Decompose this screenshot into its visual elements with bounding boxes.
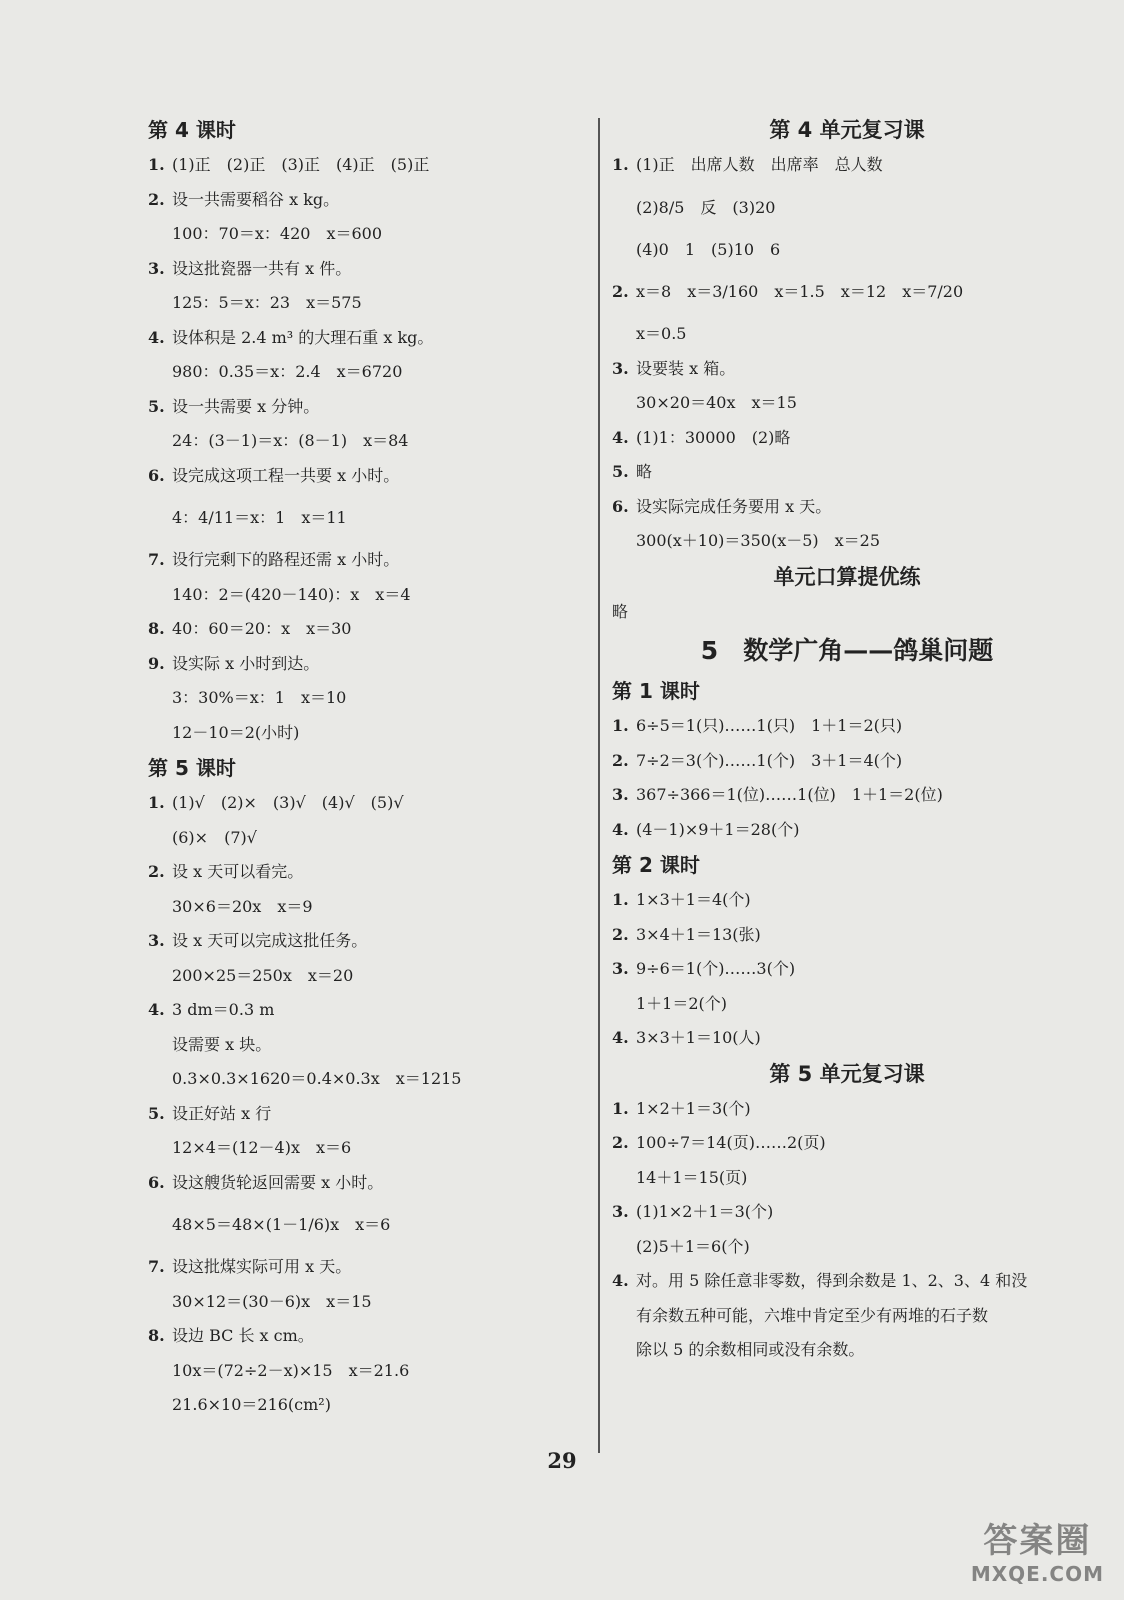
answer-line <box>612 421 1082 456</box>
answer-line <box>148 1388 578 1423</box>
question-number: 2. <box>612 282 629 301</box>
unit-5-lesson-1-title: 第 1 课时 <box>612 679 700 703</box>
answer-text: 24：(3－1)＝x：(8－1) x＝84 <box>172 431 409 450</box>
answer-text: 6÷5＝1(只)……1(只) 1＋1＝2(只) <box>636 716 903 735</box>
answer-line <box>148 612 578 647</box>
answer-text: 12×4＝(12－4)x x＝6 <box>172 1138 352 1157</box>
answer-line <box>612 918 1082 953</box>
answer-line <box>612 1126 1082 1161</box>
answer-line <box>148 786 578 821</box>
answer-text: 3×4＋1＝13(张) <box>636 924 761 944</box>
answer-line <box>148 1200 578 1250</box>
answer-text: 30×12＝(30－6)x x＝15 <box>172 1291 372 1311</box>
answer-text: 0.3×0.3×1620＝0.4×0.3x x＝1215 <box>172 1069 462 1088</box>
answer-text: 30×20＝40x x＝15 <box>636 393 797 412</box>
question-number: 7. <box>148 1257 165 1276</box>
answer-line <box>612 524 1082 559</box>
watermark-cn: 答案圈 <box>983 1521 1092 1561</box>
answer-text: 设这批瓷器一共有 x 件。 <box>172 258 352 278</box>
question-number: 4. <box>612 427 629 447</box>
answer-line <box>148 390 578 425</box>
answer-line <box>612 267 1082 317</box>
question-number: 1. <box>612 1098 629 1118</box>
answer-text: 有余数五种可能，六堆中肯定至少有两堆的石子数 <box>636 1305 989 1325</box>
answer-text: 30×6＝20x x＝9 <box>172 896 313 916</box>
lesson-5-answers <box>148 786 578 1423</box>
answer-line <box>612 987 1082 1022</box>
question-number: 2. <box>148 189 165 209</box>
answer-text: 设实际 x 小时到达。 <box>172 653 320 673</box>
question-number: 4. <box>612 1271 629 1290</box>
watermark-en: MXQE.COM <box>970 1562 1104 1586</box>
answer-text: 1＋1＝2(个) <box>636 993 728 1013</box>
question-number: 6. <box>148 465 165 485</box>
answer-line <box>612 386 1082 421</box>
question-number: 5. <box>612 462 629 481</box>
answer-line <box>612 490 1082 525</box>
question-number: 6. <box>148 1172 165 1192</box>
answer-line <box>148 716 578 751</box>
answer-text: (2)8/5 反 (3)20 <box>636 197 776 217</box>
question-number: 3. <box>612 959 629 978</box>
answer-text: 100：70＝x：420 x＝600 <box>172 224 383 243</box>
question-number: 2. <box>612 750 629 770</box>
question-number: 1. <box>612 716 629 735</box>
answer-line <box>148 821 578 856</box>
answer-line <box>612 744 1082 779</box>
answer-text: 1×3＋1＝4(个) <box>636 890 751 909</box>
answer-line <box>148 1285 578 1320</box>
answer-text: 125：5＝x：23 x＝575 <box>172 293 362 312</box>
answer-line <box>148 1319 578 1354</box>
answer-text: 设一共需要 x 分钟。 <box>172 396 320 416</box>
question-number: 3. <box>612 358 629 378</box>
answer-line <box>148 959 578 994</box>
page-number: 29 <box>547 1448 577 1473</box>
answer-line <box>148 681 578 716</box>
answer-line <box>612 883 1082 918</box>
answer-text: (2)5＋1＝6(个) <box>636 1236 750 1256</box>
question-number: 3. <box>148 258 165 278</box>
answer-line <box>612 1092 1082 1127</box>
answer-line <box>612 1021 1082 1056</box>
answer-text: 14＋1＝15(页) <box>636 1167 748 1187</box>
answer-line <box>612 1230 1082 1265</box>
answer-text: 3：30%＝x：1 x＝10 <box>172 688 347 707</box>
question-number: 5. <box>148 396 165 416</box>
question-number: 8. <box>148 1326 165 1345</box>
answer-text: 100÷7＝14(页)……2(页) <box>636 1133 826 1152</box>
answer-text: 4：4/11＝x：1 x＝11 <box>172 508 347 527</box>
answer-text: 40：60＝20：x x＝30 <box>172 619 352 638</box>
answer-line <box>612 455 1082 490</box>
question-number: 2. <box>148 862 165 881</box>
unit-5-lesson-2-answers <box>612 883 1082 1056</box>
right-column <box>612 112 1082 1368</box>
answer-line <box>612 778 1082 813</box>
answer-line <box>612 148 1082 183</box>
answer-text: 设行完剩下的路程还需 x 小时。 <box>172 550 400 569</box>
unit-5-review-title: 第 5 单元复习课 <box>769 1061 925 1086</box>
answer-text: (4－1)×9＋1＝28(个) <box>636 819 800 839</box>
answer-line <box>148 321 578 356</box>
answer-text: 300(x＋10)＝350(x－5) x＝25 <box>636 531 881 550</box>
answer-line <box>612 1264 1082 1299</box>
answer-text: 9÷6＝1(个)……3(个) <box>636 959 796 978</box>
answer-text: 12－10＝2(小时) <box>172 722 300 742</box>
answer-text: (1)正 出席人数 出席率 总人数 <box>636 155 883 174</box>
answer-text: 设这批煤实际可用 x 天。 <box>172 1257 352 1276</box>
answer-text: (1)正 (2)正 (3)正 (4)正 (5)正 <box>172 155 430 174</box>
question-number: 1. <box>148 793 165 812</box>
answer-text: (1)√ (2)× (3)√ (4)√ (5)√ <box>172 793 404 812</box>
answer-line <box>612 1161 1082 1196</box>
question-number: 9. <box>148 653 165 673</box>
answer-text: (1)1×2＋1＝3(个) <box>636 1202 774 1221</box>
answer-line <box>148 459 578 494</box>
answer-text: 设正好站 x 行 <box>172 1103 272 1123</box>
question-number: 5. <box>148 1103 165 1123</box>
question-number: 1. <box>612 155 629 174</box>
question-number: 8. <box>148 619 165 638</box>
unit-5-review-answers <box>612 1092 1082 1368</box>
answer-line <box>148 1250 578 1285</box>
answer-line <box>612 317 1082 352</box>
answer-text: 设要装 x 箱。 <box>636 358 736 378</box>
answer-text: 设需要 x 块。 <box>172 1034 272 1054</box>
unit-5-lesson-2-title: 第 2 课时 <box>612 853 700 877</box>
watermark-logo <box>971 1513 1104 1586</box>
unit-4-review-answers <box>612 148 1082 559</box>
answer-text: 48×5＝48×(1－1/6)x x＝6 <box>172 1215 391 1234</box>
unit-5-title: 5 数学广角——鸽巢问题 <box>700 636 994 665</box>
answer-line <box>148 1028 578 1063</box>
answer-text: 367÷366＝1(位)……1(位) 1＋1＝2(位) <box>636 785 943 804</box>
answer-text: (4)0 1 (5)10 6 <box>636 239 781 259</box>
answer-text: 设完成这项工程一共要 x 小时。 <box>172 465 400 485</box>
lesson-5-title: 第 5 课时 <box>148 756 236 780</box>
question-number: 7. <box>148 550 165 569</box>
question-number: 2. <box>612 1133 629 1152</box>
answer-line <box>612 952 1082 987</box>
answer-line <box>148 493 578 543</box>
question-number: 1. <box>148 155 165 174</box>
answer-line <box>148 183 578 218</box>
question-number: 3. <box>612 785 629 804</box>
answer-line <box>148 924 578 959</box>
answer-text: 3×3＋1＝10(人) <box>636 1028 761 1047</box>
answer-text: 设 x 天可以完成这批任务。 <box>172 931 368 950</box>
answer-line <box>148 1097 578 1132</box>
question-number: 6. <box>612 496 629 516</box>
column-divider <box>598 118 600 1453</box>
oral-practice-title: 单元口算提优练 <box>773 564 921 589</box>
answer-text: x＝0.5 <box>636 324 687 343</box>
answer-line <box>612 352 1082 387</box>
question-number: 4. <box>612 819 629 839</box>
answer-text: 对。用 5 除任意非零数，得到余数是 1、2、3、4 和没 <box>636 1271 1028 1290</box>
answer-text: 21.6×10＝216(cm²) <box>172 1395 331 1414</box>
answer-text: 980：0.35＝x：2.4 x＝6720 <box>172 362 403 381</box>
answer-text: 140：2＝(420－140)：x x＝4 <box>172 584 411 604</box>
question-number: 4. <box>612 1028 629 1047</box>
answer-text: 1×2＋1＝3(个) <box>636 1098 751 1118</box>
answer-line <box>148 578 578 613</box>
question-number: 3. <box>612 1202 629 1221</box>
answer-text: 7÷2＝3(个)……1(个) 3＋1＝4(个) <box>636 750 903 770</box>
question-number: 4. <box>148 327 165 347</box>
answer-text: 200×25＝250x x＝20 <box>172 965 354 985</box>
answer-text: (1)1：30000 (2)略 <box>636 427 791 447</box>
answer-line <box>148 543 578 578</box>
answer-line <box>148 148 578 183</box>
answer-text: 设边 BC 长 x cm。 <box>172 1326 314 1345</box>
answer-text: 设体积是 2.4 m³ 的大理石重 x kg。 <box>172 327 434 347</box>
unit-4-review-title: 第 4 单元复习课 <box>769 118 925 142</box>
answer-text: x＝8 x＝3/160 x＝1.5 x＝12 x＝7/20 <box>636 282 964 301</box>
answer-text: 10x＝(72÷2－x)×15 x＝21.6 <box>172 1360 410 1380</box>
answer-line <box>148 217 578 252</box>
answer-line <box>148 355 578 390</box>
answer-line <box>148 1062 578 1097</box>
answer-line <box>148 993 578 1028</box>
answer-text: 3 dm＝0.3 m <box>172 1000 275 1019</box>
answer-text: 设一共需要稻谷 x kg。 <box>172 189 340 209</box>
unit-5-lesson-1-answers <box>612 709 1082 847</box>
answer-line <box>148 286 578 321</box>
answer-line <box>148 647 578 682</box>
question-number: 2. <box>612 924 629 944</box>
answer-line <box>612 233 1082 268</box>
answer-line <box>148 424 578 459</box>
answer-line <box>148 855 578 890</box>
oral-practice-answer: 略 <box>612 601 629 621</box>
answer-text: 设实际完成任务要用 x 天。 <box>636 496 832 516</box>
question-number: 4. <box>148 1000 165 1019</box>
answer-text: 设 x 天可以看完。 <box>172 862 304 881</box>
answer-line <box>612 1195 1082 1230</box>
answer-line <box>612 183 1082 233</box>
answer-line <box>612 1333 1082 1368</box>
answer-line <box>148 890 578 925</box>
lesson-4-answers <box>148 148 578 750</box>
answer-text: 除以 5 的余数相同或没有余数。 <box>636 1340 865 1359</box>
answer-line <box>148 1354 578 1389</box>
answer-line <box>148 252 578 287</box>
answer-line <box>612 813 1082 848</box>
lesson-4-title: 第 4 课时 <box>148 118 236 142</box>
answer-line <box>148 1131 578 1166</box>
answer-text: (6)× (7)√ <box>172 827 257 847</box>
answer-text: 设这艘货轮返回需要 x 小时。 <box>172 1172 384 1192</box>
left-column <box>148 112 578 1423</box>
question-number: 3. <box>148 931 165 950</box>
answer-line <box>612 1299 1082 1334</box>
question-number: 1. <box>612 890 629 909</box>
answer-line <box>612 709 1082 744</box>
answer-line <box>148 1166 578 1201</box>
answer-text: 略 <box>636 462 653 481</box>
